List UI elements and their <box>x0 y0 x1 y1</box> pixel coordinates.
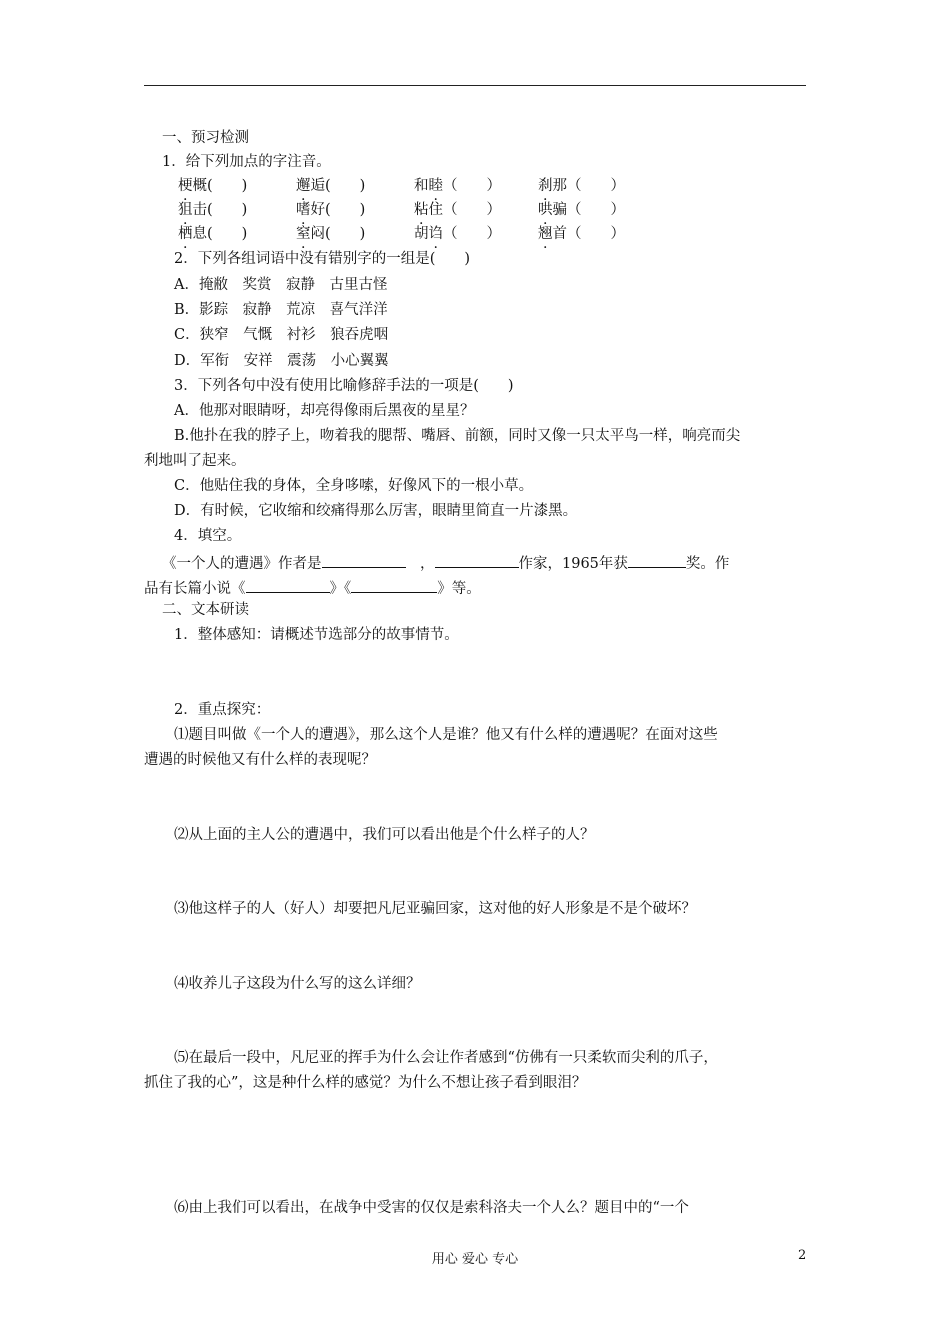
s2-p5: ⑸在最后一段中，凡尼亚的挥手为什么会让作者感到“仿佛有一只柔软而尖利的爪子， <box>174 1050 718 1066</box>
footer-motto: 用心 爱心 专心 <box>431 1252 519 1267</box>
s2-p4: ⑷收养儿子这段为什么写的这么详细？ <box>174 976 421 992</box>
s2-p6: ⑹由上我们可以看出，在战争中受害的仅仅是索科洛夫一个人么？题目中的“一个 <box>174 1200 689 1216</box>
answer-blank[interactable] <box>351 576 437 593</box>
s2-p1-cont: 遭遇的时候他又有什么样的表现呢？ <box>144 752 376 768</box>
pinyin-item: 狙击( ) <box>178 202 248 218</box>
q3-option-a: A．他那对眼睛呀，却亮得像雨后黑夜的星星？ <box>174 403 475 419</box>
section1-heading: 一、预习检测 <box>162 130 249 146</box>
pinyin-item: 胡诌（ ） <box>414 226 501 242</box>
s2-q2: 2．重点探究： <box>174 702 271 718</box>
s2-q1: 1．整体感知：请概述节选部分的故事情节。 <box>174 627 459 643</box>
pinyin-item: 粘住（ ） <box>414 202 501 218</box>
q4-line2: 品有长篇小说《 》《 》等。 <box>144 576 481 599</box>
section2-heading: 二、文本研读 <box>162 602 249 618</box>
pinyin-item: 窒闷( ) <box>296 226 366 242</box>
q4-line1: 《一个人的遭遇》作者是 ， 作家，1965年获 奖。作 <box>162 551 729 574</box>
s2-p3: ⑶他这样子的人（好人）却要把凡尼亚骗回家，这对他的好人形象是不是个破坏？ <box>174 901 696 917</box>
q3-prompt: 3．下列各句中没有使用比喻修辞手法的一项是( ) <box>174 378 514 394</box>
s2-p5-cont: 抓住了我的心”，这是种什么样的感觉？为什么不想让孩子看到眼泪？ <box>144 1075 587 1091</box>
q3-option-c: C．他贴住我的身体，全身哆嗦，好像风下的一根小草。 <box>174 478 534 494</box>
q2-option-c: C．狭窄 气慨 衬衫 狼吞虎咽 <box>174 327 389 343</box>
header-rule <box>144 85 806 86</box>
q3-option-d: D．有时候，它收缩和绞痛得那么厉害，眼睛里简直一片漆黑。 <box>174 503 578 519</box>
answer-blank[interactable] <box>322 551 406 568</box>
pinyin-item: 翘首（ ） <box>538 226 625 242</box>
q3-option-b: B.他扑在我的脖子上，吻着我的腮帮、嘴唇、前额，同时又像一只太平鸟一样，响亮而尖 <box>174 428 741 444</box>
answer-blank[interactable] <box>246 576 330 593</box>
pinyin-item: 邂逅( ) <box>296 178 366 194</box>
answer-blank[interactable] <box>628 551 686 568</box>
q2-prompt: 2．下列各组词语中没有错别字的一组是( ) <box>174 251 471 267</box>
pinyin-item: 刹那（ ） <box>538 178 625 194</box>
q2-option-d: D．军衔 安祥 震荡 小心翼翼 <box>174 353 389 369</box>
pinyin-item: 梗概( ) <box>178 178 248 194</box>
s2-p1: ⑴题目叫做《一个人的遭遇》，那么这个人是谁？他又有什么样的遭遇呢？在面对这些 <box>174 727 718 743</box>
pinyin-item: 和睦（ ） <box>414 178 501 194</box>
pinyin-item: 嗜好( ) <box>296 202 366 218</box>
pinyin-item: 哄骗（ ） <box>538 202 625 218</box>
page-number: 2 <box>798 1248 807 1263</box>
q4-prompt: 4．填空。 <box>174 528 242 544</box>
q2-option-b: B．影踪 寂静 荒凉 喜气洋洋 <box>174 302 388 318</box>
q2-option-a: A．掩敝 奖赏 寂静 古里古怪 <box>174 277 388 293</box>
pinyin-row <box>178 176 625 196</box>
s2-p2: ⑵从上面的主人公的遭遇中，我们可以看出他是个什么样子的人？ <box>174 827 595 843</box>
answer-blank[interactable] <box>435 551 519 568</box>
pinyin-row <box>178 200 625 220</box>
pinyin-item: 栖息( ) <box>178 226 248 242</box>
q1-prompt: 1．给下列加点的字注音。 <box>162 154 331 170</box>
q3-option-b-cont: 利地叫了起来。 <box>144 453 246 469</box>
pinyin-row <box>178 224 625 244</box>
